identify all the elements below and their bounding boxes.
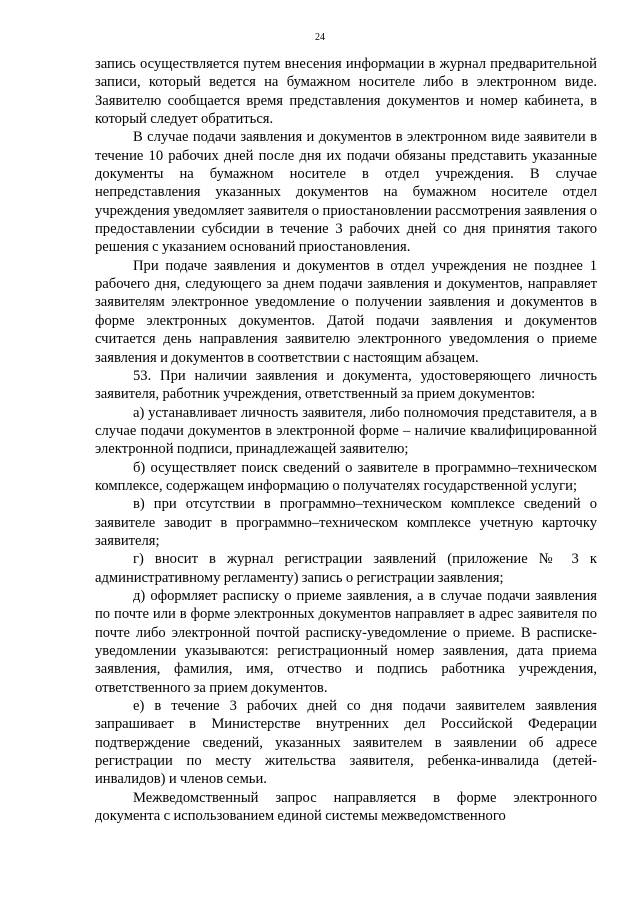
paragraph: 53. При наличии заявления и документа, удостоверяющего личность заявителя, работник учреждения, ответственный за прием документов:: [95, 367, 597, 403]
list-item: е) в течение 3 рабочих дней со дня подачи заявителем заявления запрашивает в Министерстве внутренних дел Российской Федерации подтверждение сведений, указанных заявителем в заявлении об адресе регистрации по месту жительства заявителя, ребенка-инвалида (детей-инвалидов) и членов семьи.: [95, 698, 597, 788]
list-item: а) устанавливает личность заявителя, либо полномочия представителя, а в случае подачи документов в электронной форме – наличие квалифицированной электронной подписи, принадлежащей заявителю;: [95, 404, 597, 458]
paragraph: Межведомственный запрос направляется в форме электронного документа с использованием единой системы межведомственного: [95, 789, 597, 825]
list-item: б) осуществляет поиск сведений о заявителе в программно–техническом комплексе, содержащем информацию о получателях государственной услуги;: [95, 459, 597, 494]
paragraph: При подаче заявления и документов в отдел учреждения не позднее 1 рабочего дня, следующего за днем подачи заявления и документов, направляет заявителям электронное уведомление о получении заявления и документов в форме электронных документов. Датой подачи заявления и документов считается день направления заявителю электронного уведомления о приеме заявления и документов в соответствии с настоящим абзацем.: [95, 257, 597, 366]
list-item: в) при отсутствии в программно–техническом комплексе сведений о заявителе заводит в программно–техническом комплексе учетную карточку заявителя;: [95, 496, 597, 549]
paragraph: запись осуществляется путем внесения информации в журнал предварительной записи, который ведется на бумажном носителе либо в электронном виде. Заявителю сообщается время представления документов и номер кабинета, в который следует обратиться.: [95, 56, 597, 128]
list-item: г) вносит в журнал регистрации заявлений (приложение № 3 к административному регламенту) запись о регистрации заявления;: [95, 551, 597, 586]
paragraph: В случае подачи заявления и документов в электронном виде заявители в течение 10 рабочих дней после дня их подачи обязаны представить указанные документы на бумажном носителе в отдел учреждения. В случае непредставления указанных документов на бумажном носителе отдел учреждения уведомляет заявителя о приостановлении рассмотрения заявления о предоставлении субсидии в течение 3 рабочих дней со дня принятия такого решения с указанием оснований приостановления.: [95, 129, 597, 256]
list-item: д) оформляет расписку о приеме заявления, а в случае подачи заявления по почте или в форме электронных документов направляет в адрес заявителя по почте либо электронной почтой расписку-уведомление о приеме. В расписке-уведомлении указываются: регистрационный номер заявления, дата приема заявления, фамилия, имя, отчество и подпись работника учреждения, ответственного за прием документов.: [95, 587, 597, 696]
document-body: [95, 55, 597, 825]
page-number: 24: [315, 32, 325, 43]
